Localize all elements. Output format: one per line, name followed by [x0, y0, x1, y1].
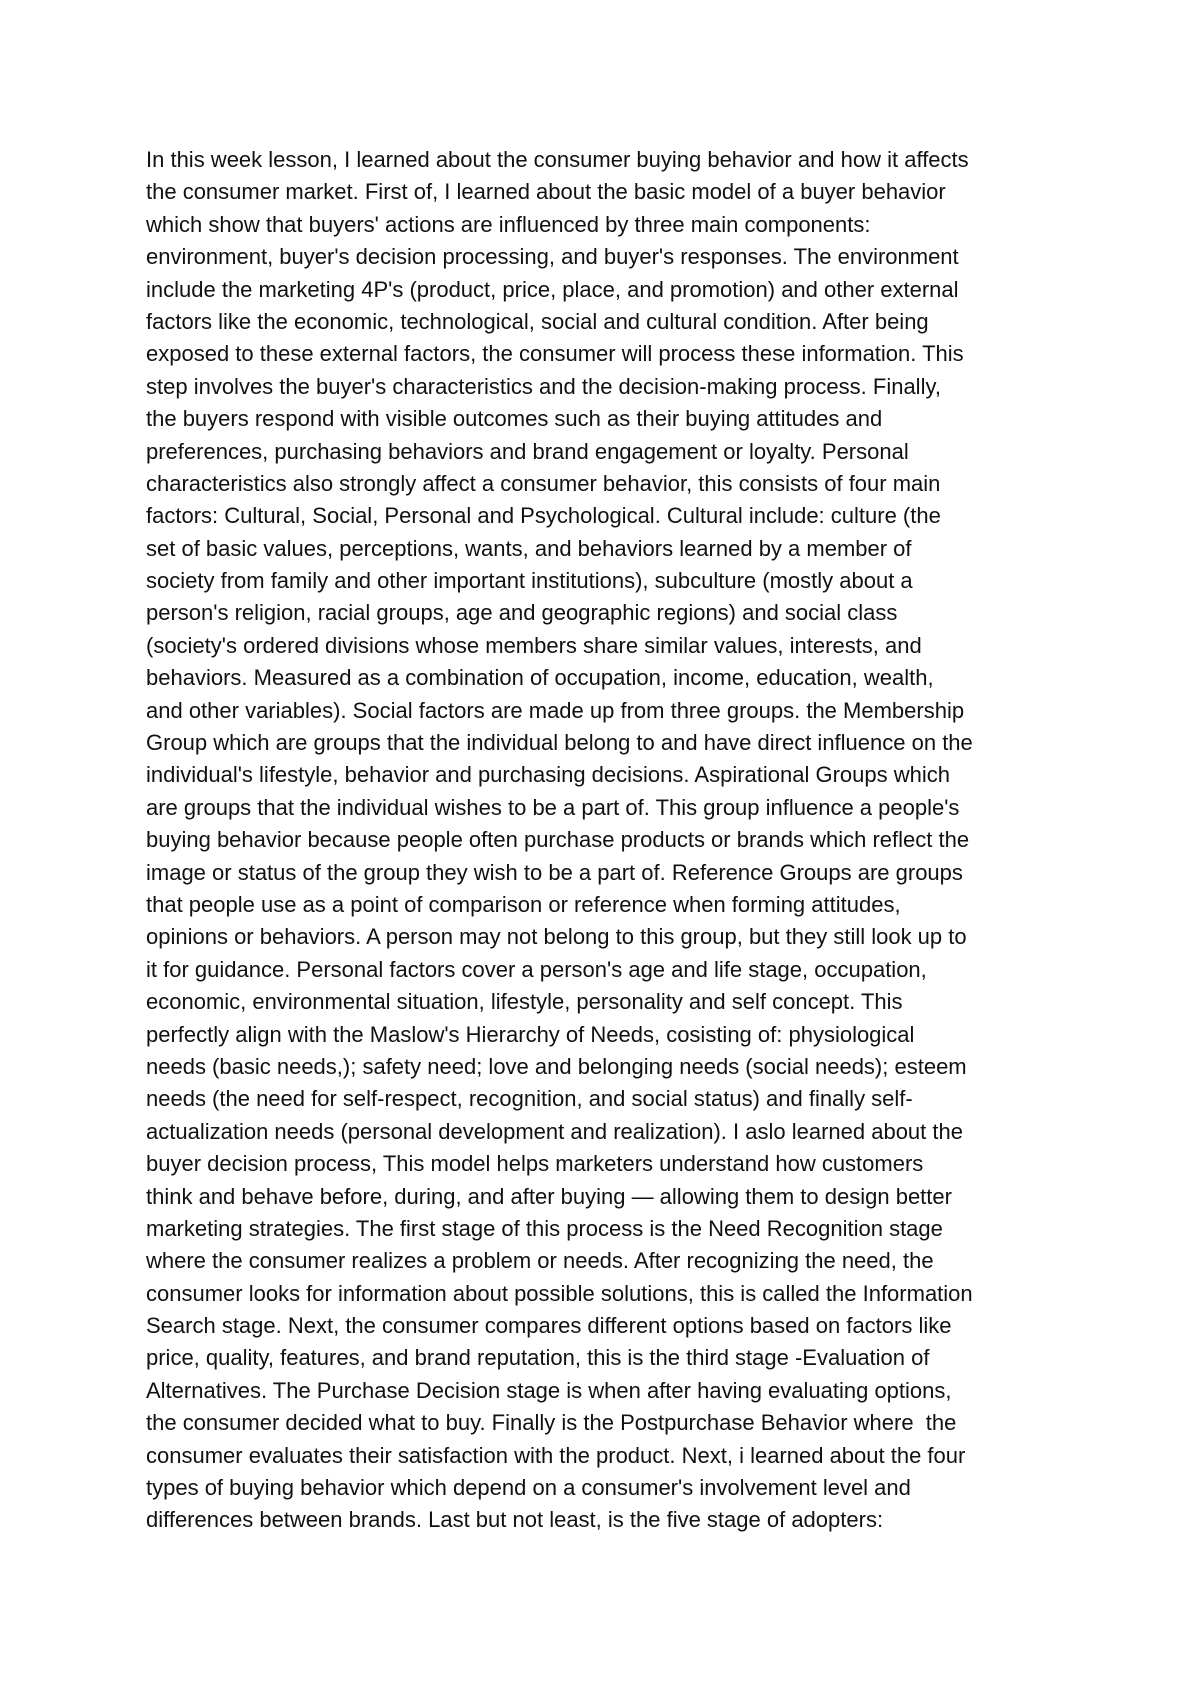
- text-line: consumer looks for information about possible solutions, this is called the Information: [146, 1280, 973, 1306]
- text-line: (society's ordered divisions whose members share similar values, interests, and: [146, 632, 922, 658]
- text-line: think and behave before, during, and after buying — allowing them to design better: [146, 1183, 952, 1209]
- text-line: are groups that the individual wishes to be a part of. This group influence a people's: [146, 794, 960, 820]
- text-line: buying behavior because people often purchase products or brands which reflect the: [146, 827, 970, 853]
- text-line: perfectly align with the Maslow's Hierarchy of Needs, cosisting of: physiological: [146, 1021, 915, 1047]
- text-line: economic, environmental situation, lifestyle, personality and self concept. This: [146, 989, 903, 1015]
- text-line: behaviors. Measured as a combination of occupation, income, education, wealth,: [146, 665, 934, 691]
- text-line: differences between brands. Last but not least, is the five stage of adopters:: [146, 1507, 884, 1533]
- text-line: include the marketing 4P's (product, price, place, and promotion) and other external: [146, 276, 959, 302]
- text-line: environment, buyer's decision processing, and buyer's responses. The environment: [146, 244, 959, 270]
- text-line: needs (basic needs,); safety need; love and belonging needs (social needs); esteem: [146, 1053, 967, 1079]
- text-line: Search stage. Next, the consumer compares different options based on factors like: [146, 1313, 952, 1339]
- text-line: Group which are groups that the individual belong to and have direct influence on the: [146, 730, 973, 756]
- text-line: step involves the buyer's characteristics and the decision-making process. Finally,: [146, 373, 941, 399]
- text-line: that people use as a point of comparison or reference when forming attitudes,: [146, 891, 901, 917]
- text-line: actualization needs (personal development and realization). I aslo learned about the: [146, 1118, 963, 1144]
- text-line: society from family and other important institutions), subculture (mostly about a: [146, 568, 913, 594]
- text-line: opinions or behaviors. A person may not belong to this group, but they still look up to: [146, 924, 967, 950]
- text-line: set of basic values, perceptions, wants, and behaviors learned by a member of: [146, 535, 912, 561]
- text-line: preferences, purchasing behaviors and brand engagement or loyalty. Personal: [146, 438, 909, 464]
- text-line: it for guidance. Personal factors cover a person's age and life stage, occupation,: [146, 956, 927, 982]
- text-line: image or status of the group they wish to be a part of. Reference Groups are groups: [146, 859, 963, 885]
- text-line: the buyers respond with visible outcomes such as their buying attitudes and: [146, 406, 883, 432]
- text-line: needs (the need for self-respect, recognition, and social status) and finally self-: [146, 1086, 913, 1112]
- text-line: exposed to these external factors, the consumer will process these information. This: [146, 341, 964, 367]
- text-line: In this week lesson, I learned about the consumer buying behavior and how it affects: [146, 147, 969, 172]
- text-line: factors: Cultural, Social, Personal and Psychological. Cultural include: culture (the: [146, 503, 941, 529]
- text-line: Alternatives. The Purchase Decision stage is when after having evaluating options,: [146, 1377, 952, 1403]
- text-line: individual's lifestyle, behavior and purchasing decisions. Aspirational Groups which: [146, 762, 950, 788]
- text-line: factors like the economic, technological, social and cultural condition. After being: [146, 308, 929, 334]
- body-paragraph: [146, 144, 1086, 1537]
- text-line: the consumer market. First of, I learned about the basic model of a buyer behavior: [146, 179, 946, 205]
- text-line: consumer evaluates their satisfaction with the product. Next, i learned about the four: [146, 1442, 966, 1468]
- text-line: characteristics also strongly affect a consumer behavior, this consists of four main: [146, 470, 941, 496]
- text-line: types of buying behavior which depend on a consumer's involvement level and: [146, 1475, 911, 1501]
- text-line: buyer decision process, This model helps marketers understand how customers: [146, 1151, 924, 1177]
- text-line: which show that buyers' actions are influenced by three main components:: [146, 211, 871, 237]
- text-line: person's religion, racial groups, age and geographic regions) and social class: [146, 600, 898, 626]
- text-line: where the consumer realizes a problem or needs. After recognizing the need, the: [146, 1248, 934, 1274]
- text-line: marketing strategies. The first stage of this process is the Need Recognition stage: [146, 1215, 943, 1241]
- text-line: price, quality, features, and brand reputation, this is the third stage -Evaluation of: [146, 1345, 930, 1371]
- text-line: and other variables). Social factors are made up from three groups. the Membership: [146, 697, 965, 723]
- text-line: the consumer decided what to buy. Finally is the Postpurchase Behavior where the: [146, 1410, 957, 1436]
